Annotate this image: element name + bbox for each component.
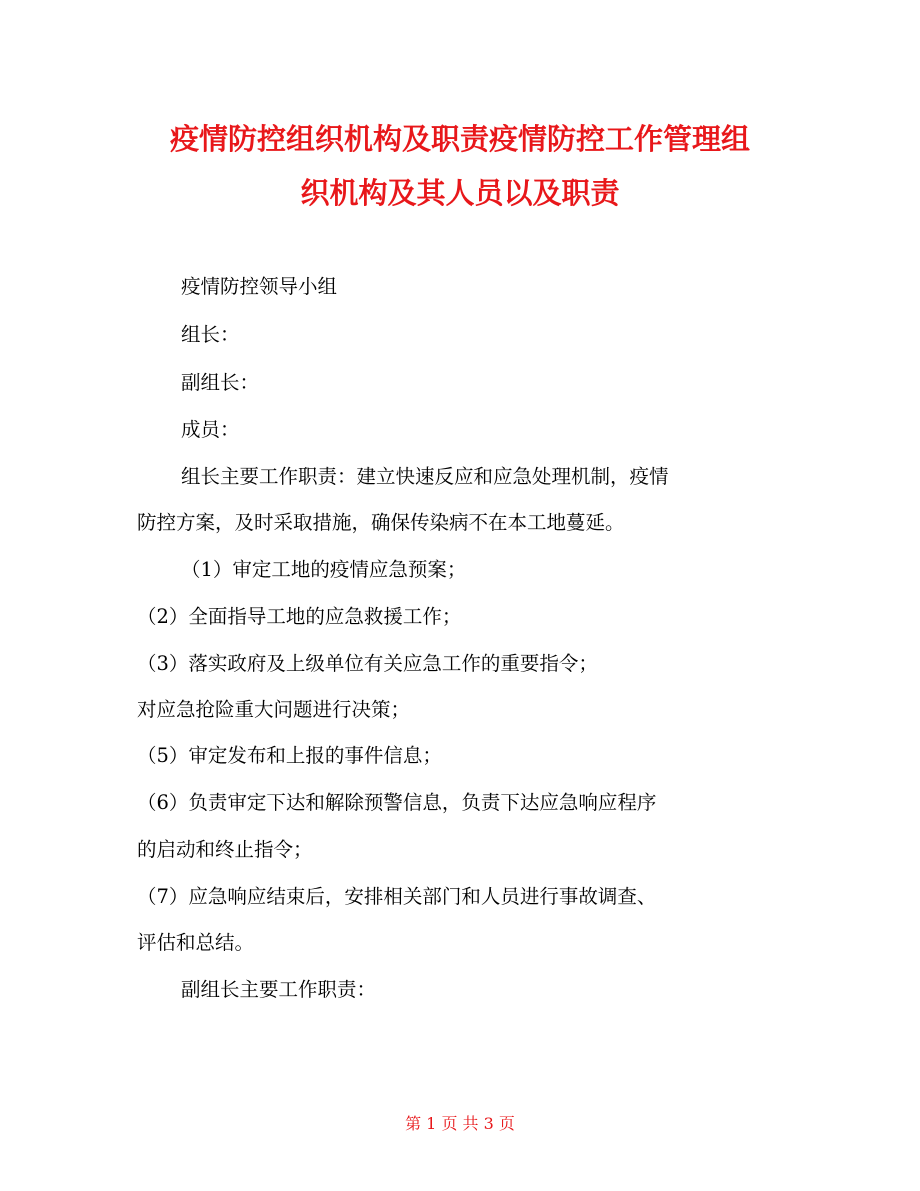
document-title [100,112,820,220]
duty-item-3: （3）落实政府及上级单位有关应急工作的重要指令； [137,652,598,675]
duty-item-6-line-1: （6）负责审定下达和解除预警信息，负责下达应急响应程序 [137,791,657,814]
deputy-leader-label: 副组长： [181,371,260,394]
duty-item-2: （2）全面指导工地的应急救援工作； [137,605,462,628]
duty-item-5: （5）审定发布和上报的事件信息； [137,744,442,767]
deputy-duties-heading: 副组长主要工作职责： [181,978,377,1001]
title-line-1: 疫情防控组织机构及职责疫情防控工作管理组 [169,122,750,156]
leader-label: 组长： [181,323,240,346]
section-heading-leadership-group: 疫情防控领导小组 [181,275,338,298]
leader-duties-paragraph-line-1: 组长主要工作职责：建立快速反应和应急处理机制，疫情 [181,465,669,488]
duty-item-6-line-2: 的启动和终止指令； [137,838,313,861]
duty-item-7-line-1: （7）应急响应结束后，安排相关部门和人员进行事故调查、 [137,885,657,908]
duty-item-1: （1）审定工地的疫情应急预案； [181,558,467,581]
members-label: 成员： [181,418,240,441]
leader-duties-paragraph-line-2: 防控方案，及时采取措施，确保传染病不在本工地蔓延。 [137,511,625,534]
page-number-footer: 第 1 页 共 3 页 [405,1114,515,1133]
title-line-2: 织机构及其人员以及职责 [300,176,620,210]
duty-item-4: 对应急抢险重大问题进行决策； [137,698,411,721]
duty-item-7-line-2: 评估和总结。 [137,931,255,954]
